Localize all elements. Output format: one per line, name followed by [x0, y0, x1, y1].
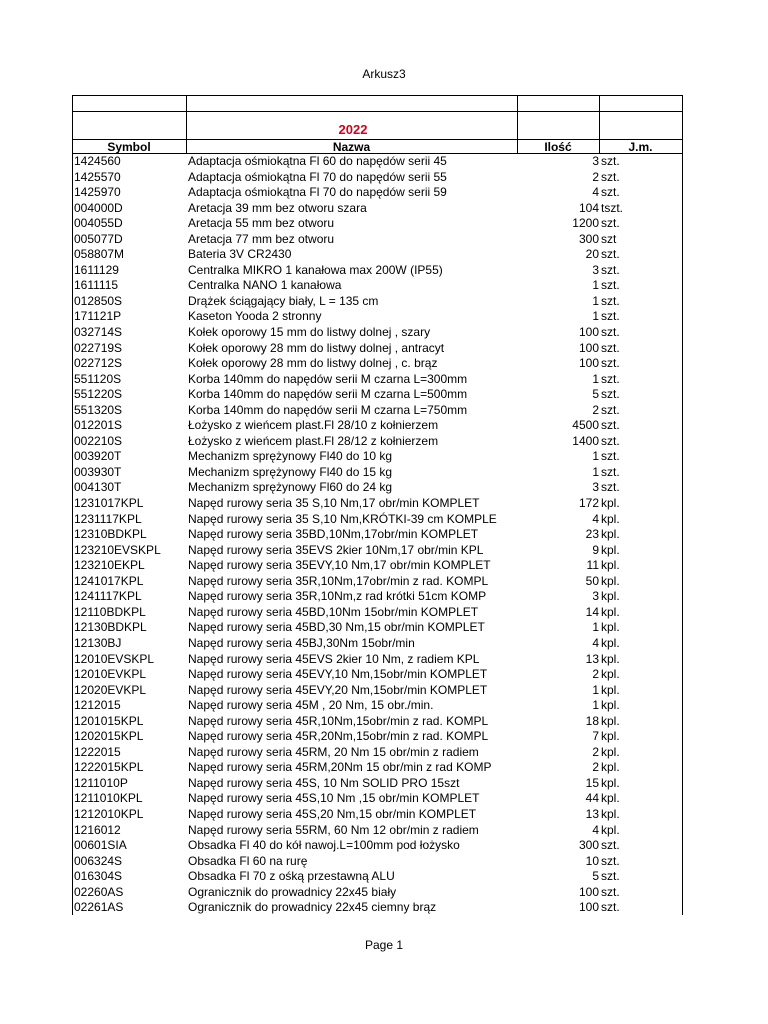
table-row [72, 854, 683, 870]
cell-unit: szt. [601, 371, 620, 386]
table-row [72, 636, 683, 652]
cell-qty: 10 [585, 853, 599, 868]
cell-unit: szt. [601, 154, 620, 168]
cell-name: Napęd rurowy seria 35BD,10Nm,17obr/min KOMPLET [188, 527, 479, 542]
cell-qty: 3 [592, 589, 599, 604]
cell-name: Napęd rurowy seria 45R,20Nm,15obr/min z rad. KOMPL [188, 729, 489, 744]
cell-qty: 1 [592, 293, 599, 308]
cell-qty: 2 [592, 744, 599, 759]
cell-unit: szt. [601, 185, 620, 200]
cell-symbol: 12310BDKPL [74, 527, 147, 542]
cell-unit: kpl. [601, 589, 620, 604]
table-row [72, 698, 683, 714]
cell-unit: kpl. [601, 682, 620, 697]
cell-symbol: 1241117KPL [74, 589, 142, 604]
cell-qty: 13 [585, 651, 599, 666]
cell-name: Napęd rurowy seria 45R,10Nm,15obr/min z rad. KOMPL [188, 713, 489, 728]
table-row [72, 745, 683, 761]
cell-qty: 5 [592, 869, 599, 884]
table-row [72, 574, 683, 590]
table-row [72, 201, 683, 217]
cell-unit: szt. [601, 464, 620, 479]
table-row [72, 496, 683, 512]
table-row [72, 170, 683, 186]
cell-qty: 2 [592, 402, 599, 417]
cell-symbol: 058807M [74, 247, 125, 262]
cell-unit: szt. [601, 293, 620, 308]
cell-name: Napęd rurowy seria 45S,10 Nm ,15 obr/min KOMPLET [188, 791, 480, 806]
cell-qty: 5 [592, 387, 599, 402]
cell-symbol: 1424560 [74, 154, 121, 168]
cell-name: Kołek oporowy 28 mm do listwy dolnej , antracyt [188, 340, 445, 355]
cell-name: Łożysko z wieńcem plast.Fl 28/12 z kołnierzem [188, 433, 439, 448]
cell-qty: 104 [578, 200, 599, 215]
table-row [72, 356, 683, 372]
table-row [72, 403, 683, 419]
cell-symbol: 1241017KPL [74, 573, 144, 588]
cell-qty: 1 [592, 371, 599, 386]
cell-symbol: 1212010KPL [74, 806, 144, 821]
cell-name: Drążek ściągający biały, L = 135 cm [188, 293, 379, 308]
cell-unit: szt. [601, 449, 620, 464]
cell-name: Napęd rurowy seria 35EVS 2kier 10Nm,17 obr/min KPL [188, 542, 484, 557]
cell-name: Ogranicznik do prowadnicy 22x45 biały [188, 884, 397, 899]
cell-name: Aretacja 55 mm bez otworu [188, 216, 335, 231]
table-row [72, 683, 683, 699]
header-symbol: Symbol [107, 140, 151, 154]
cell-symbol: 004055D [74, 216, 123, 231]
cell-name: Korba 140mm do napędów serii M czarna L=500mm [188, 387, 468, 402]
table-row [72, 480, 683, 496]
cell-name: Adaptacja ośmiokątna Fl 60 do napędów serii 45 [188, 154, 447, 168]
table-row [72, 558, 683, 574]
cell-qty: 2 [592, 760, 599, 775]
table-row [72, 823, 683, 839]
cell-symbol: 02261AS [74, 900, 124, 915]
cell-qty: 1200 [572, 216, 599, 231]
header-unit: J.m. [628, 140, 653, 154]
cell-symbol: 12110BDKPL [74, 604, 146, 619]
cell-symbol: 1201015KPL [74, 713, 144, 728]
cell-symbol: 012201S [74, 418, 123, 433]
table-row [72, 652, 683, 668]
cell-unit: kpl. [601, 573, 620, 588]
cell-name: Mechanizm sprężynowy Fl60 do 24 kg [188, 480, 393, 495]
cell-name: Kołek oporowy 28 mm do listwy dolnej , c. brąz [188, 356, 438, 371]
table-row [72, 527, 683, 543]
cell-name: Napęd rurowy seria 45RM, 20 Nm 15 obr/min z radiem [188, 744, 479, 759]
cell-symbol: 171121P [74, 309, 122, 324]
table-row [72, 589, 683, 605]
cell-unit: kpl. [601, 604, 620, 619]
cell-name: Napęd rurowy seria 45RM,20Nm 15 obr/min z rad KOMP [188, 760, 492, 775]
cell-name: Adaptacja ośmiokątna Fl 70 do napędów serii 59 [188, 185, 447, 200]
cell-unit: kpl. [601, 511, 620, 526]
cell-qty: 2 [592, 169, 599, 184]
table-row [72, 512, 683, 528]
cell-name: Centralka NANO 1 kanałowa [188, 278, 342, 293]
cell-unit: szt. [601, 480, 620, 495]
cell-qty: 100 [578, 884, 599, 899]
cell-unit: szt. [601, 169, 620, 184]
cell-name: Obsadka Fl 40 do kół nawoj.L=100mm pod łożysko [188, 838, 460, 853]
cell-qty: 1400 [572, 433, 599, 448]
cell-qty: 1 [592, 309, 599, 324]
cell-unit: szt. [601, 884, 620, 899]
table-row [72, 776, 683, 792]
cell-symbol: 12130BJ [74, 635, 122, 650]
cell-qty: 1 [592, 278, 599, 293]
cell-name: Łożysko z wieńcem plast.Fl 28/10 z kołnierzem [188, 418, 439, 433]
cell-symbol: 1231017KPL [74, 496, 144, 511]
table-row [72, 465, 683, 481]
cell-unit: tszt. [601, 200, 624, 215]
cell-symbol: 022712S [74, 356, 123, 371]
cell-symbol: 1611115 [74, 278, 119, 293]
cell-qty: 18 [585, 713, 599, 728]
cell-symbol: 1211010KPL [74, 791, 143, 806]
cell-name: Napęd rurowy seria 35EVY,10 Nm,17 obr/min KOMPLET [188, 558, 491, 573]
table-row [72, 869, 683, 885]
cell-unit: szt. [601, 869, 620, 884]
table-row [72, 232, 683, 248]
cell-qty: 14 [585, 604, 599, 619]
cell-name: Napęd rurowy seria 45EVY,20 Nm,15obr/min KOMPLET [188, 682, 488, 697]
cell-name: Mechanizm sprężynowy Fl40 do 15 kg [188, 464, 393, 479]
cell-unit: szt. [601, 418, 620, 433]
cell-unit: kpl. [601, 527, 620, 542]
table-row [72, 278, 683, 294]
cell-symbol: 1425970 [74, 185, 121, 200]
cell-unit: szt. [601, 356, 620, 371]
cell-unit: kpl. [601, 620, 620, 635]
cell-unit: szt. [601, 387, 620, 402]
table-row [72, 247, 683, 263]
table-row [72, 449, 683, 465]
cell-unit: szt. [601, 853, 620, 868]
cell-unit: szt. [601, 325, 620, 340]
cell-symbol: 12010EVKPL [74, 667, 147, 682]
cell-name: Aretacja 39 mm bez otworu szara [188, 200, 367, 215]
cell-qty: 4500 [572, 418, 599, 433]
cell-symbol: 004130T [74, 480, 122, 495]
cell-qty: 9 [592, 542, 599, 557]
cell-qty: 100 [578, 325, 599, 340]
cell-name: Napęd rurowy seria 35 S,10 Nm,17 obr/min KOMPLET [188, 496, 480, 511]
cell-name: Napęd rurowy seria 35R,10Nm,z rad krótki 51cm KOMP [188, 589, 487, 604]
cell-qty: 13 [585, 806, 599, 821]
cell-unit: kpl. [601, 496, 620, 511]
cell-symbol: 012850S [74, 293, 123, 308]
table-row [72, 605, 683, 621]
cell-symbol: 1222015 [74, 744, 121, 759]
table-row [72, 620, 683, 636]
cell-symbol: 12010EVSKPL [74, 651, 155, 666]
table-row [72, 667, 683, 683]
cell-unit: kpl. [601, 635, 620, 650]
table-top-border [72, 95, 683, 96]
cell-unit: kpl. [601, 775, 620, 790]
cell-unit: kpl. [601, 729, 620, 744]
header-name: Nazwa [332, 140, 371, 154]
cell-name: Adaptacja ośmiokątna Fl 70 do napędów serii 55 [188, 169, 447, 184]
cell-name: Korba 140mm do napędów serii M czarna L=750mm [188, 402, 468, 417]
cell-unit: kpl. [601, 698, 620, 713]
cell-unit: kpl. [601, 760, 620, 775]
cell-qty: 100 [578, 356, 599, 371]
cell-qty: 1 [592, 698, 599, 713]
cell-qty: 3 [592, 262, 599, 277]
cell-symbol: 123210EVSKPL [74, 542, 161, 557]
cell-qty: 4 [592, 185, 599, 200]
cell-symbol: 016304S [74, 869, 123, 884]
cell-unit: kpl. [601, 791, 620, 806]
table-row [72, 900, 683, 916]
cell-qty: 4 [592, 635, 599, 650]
cell-qty: 50 [585, 573, 599, 588]
cell-name: Mechanizm sprężynowy Fl40 do 10 kg [188, 449, 393, 464]
cell-symbol: 1216012 [74, 822, 121, 837]
cell-symbol: 551120S [74, 371, 122, 386]
cell-symbol: 1211010P [74, 775, 128, 790]
cell-symbol: 1611129 [74, 262, 119, 277]
cell-qty: 3 [592, 154, 599, 168]
cell-name: Obsadka Fl 70 z ośką przestawną ALU [188, 869, 395, 884]
cell-name: Napęd rurowy seria 45S, 10 Nm SOLID PRO 15szt [188, 775, 460, 790]
table-row [72, 760, 683, 776]
table-row [72, 216, 683, 232]
cell-symbol: 003920T [74, 449, 122, 464]
cell-symbol: 1231117KPL [74, 511, 142, 526]
cell-symbol: 00601SIA [74, 838, 127, 853]
cell-qty: 44 [585, 791, 599, 806]
cell-symbol: 022719S [74, 340, 123, 355]
table-body [72, 154, 683, 916]
header-qty: Ilość [544, 140, 572, 154]
cell-unit: kpl. [601, 806, 620, 821]
cell-unit: szt. [601, 402, 620, 417]
cell-symbol: 1202015KPL [74, 729, 144, 744]
cell-qty: 1 [592, 682, 599, 697]
cell-name: Obsadka Fl 60 na rurę [188, 853, 308, 868]
cell-symbol: 12130BDKPL [74, 620, 147, 635]
table-row [72, 309, 683, 325]
cell-qty: 172 [578, 496, 599, 511]
cell-unit: szt. [601, 340, 620, 355]
cell-qty: 20 [585, 247, 599, 262]
cell-unit: kpl. [601, 542, 620, 557]
cell-name: Kołek oporowy 15 mm do listwy dolnej , szary [188, 325, 431, 340]
cell-unit: szt. [601, 838, 620, 853]
table-row [72, 807, 683, 823]
cell-qty: 100 [578, 900, 599, 915]
cell-name: Centralka MIKRO 1 kanałowa max 200W (IP55) [188, 262, 443, 277]
cell-qty: 7 [592, 729, 599, 744]
cell-name: Napęd rurowy seria 45BD,30 Nm,15 obr/min KOMPLET [188, 620, 485, 635]
cell-unit: kpl. [601, 651, 620, 666]
cell-symbol: 1425570 [74, 169, 121, 184]
cell-unit: szt. [601, 900, 620, 915]
table-row [72, 543, 683, 559]
cell-name: Napęd rurowy seria 45BD,10Nm 15obr/min KOMPLET [188, 604, 479, 619]
table-row [72, 185, 683, 201]
table-row [72, 838, 683, 854]
cell-unit: kpl. [601, 558, 620, 573]
table-row [72, 387, 683, 403]
table-row [72, 154, 683, 170]
page-number: Page 1 [364, 938, 404, 952]
cell-symbol: 1212015 [74, 698, 121, 713]
cell-name: Napęd rurowy seria 45M , 20 Nm, 15 obr./min. [188, 698, 434, 713]
cell-qty: 1 [592, 620, 599, 635]
cell-symbol: 004000D [74, 200, 123, 215]
table-row [72, 714, 683, 730]
cell-unit: szt. [601, 309, 620, 324]
table-row [72, 418, 683, 434]
table-row [72, 885, 683, 901]
cell-name: Napęd rurowy seria 35R,10Nm,17obr/min z rad. KOMPL [188, 573, 489, 588]
table-row [72, 263, 683, 279]
cell-qty: 15 [585, 775, 599, 790]
cell-qty: 23 [585, 527, 599, 542]
cell-unit: szt. [601, 216, 620, 231]
cell-symbol: 006324S [74, 853, 123, 868]
table-row [72, 294, 683, 310]
cell-name: Napęd rurowy seria 45EVS 2kier 10 Nm, z radiem KPL [188, 651, 480, 666]
table-row [72, 434, 683, 450]
cell-symbol: 551220S [74, 387, 123, 402]
cell-qty: 2 [592, 667, 599, 682]
row-divider [72, 111, 683, 112]
cell-symbol: 1222015KPL [74, 760, 144, 775]
cell-qty: 3 [592, 480, 599, 495]
cell-name: Napęd rurowy seria 35 S,10 Nm,KRÓTKI-39 cm KOMPLE [188, 511, 497, 526]
cell-name: Napęd rurowy seria 45BJ,30Nm 15obr/min [188, 635, 415, 650]
sheet-title: Arkusz3 [362, 67, 406, 81]
table-row [72, 372, 683, 388]
cell-qty: 1 [592, 464, 599, 479]
cell-qty: 300 [578, 231, 599, 246]
cell-unit: szt. [601, 433, 620, 448]
cell-name: Napęd rurowy seria 45S,20 Nm,15 obr/min KOMPLET [188, 806, 477, 821]
cell-name: Bateria 3V CR2430 [188, 247, 292, 262]
table-row [72, 325, 683, 341]
cell-unit: kpl. [601, 822, 620, 837]
cell-unit: kpl. [601, 667, 620, 682]
cell-unit: szt. [601, 262, 620, 277]
cell-qty: 4 [592, 822, 599, 837]
cell-symbol: 551320S [74, 402, 123, 417]
cell-qty: 1 [592, 449, 599, 464]
cell-name: Napęd rurowy seria 45EVY,10 Nm,15obr/min KOMPLET [188, 667, 488, 682]
table-row [72, 729, 683, 745]
cell-unit: szt. [601, 278, 620, 293]
table-row [72, 791, 683, 807]
cell-qty: 4 [592, 511, 599, 526]
cell-name: Ogranicznik do prowadnicy 22x45 ciemny brąz [188, 900, 437, 915]
cell-qty: 300 [578, 838, 599, 853]
cell-symbol: 123210EKPL [74, 558, 145, 573]
cell-unit: kpl. [601, 713, 620, 728]
cell-symbol: 003930T [74, 464, 122, 479]
year-heading: 2022 [338, 122, 368, 137]
cell-unit: szt. [601, 247, 620, 262]
cell-unit: szt [601, 231, 617, 246]
cell-name: Korba 140mm do napędów serii M czarna L=300mm [188, 371, 468, 386]
cell-qty: 11 [586, 558, 599, 573]
cell-name: Aretacja 77 mm bez otworu [188, 231, 335, 246]
cell-symbol: 002210S [74, 433, 123, 448]
cell-symbol: 005077D [74, 231, 123, 246]
cell-symbol: 12020EVKPL [74, 682, 147, 697]
cell-qty: 100 [578, 340, 599, 355]
cell-symbol: 02260AS [74, 884, 124, 899]
cell-symbol: 032714S [74, 325, 123, 340]
cell-unit: kpl. [601, 744, 620, 759]
table-row [72, 341, 683, 357]
cell-name: Kaseton Yooda 2 stronny [188, 309, 322, 324]
cell-name: Napęd rurowy seria 55RM, 60 Nm 12 obr/min z radiem [188, 822, 479, 837]
